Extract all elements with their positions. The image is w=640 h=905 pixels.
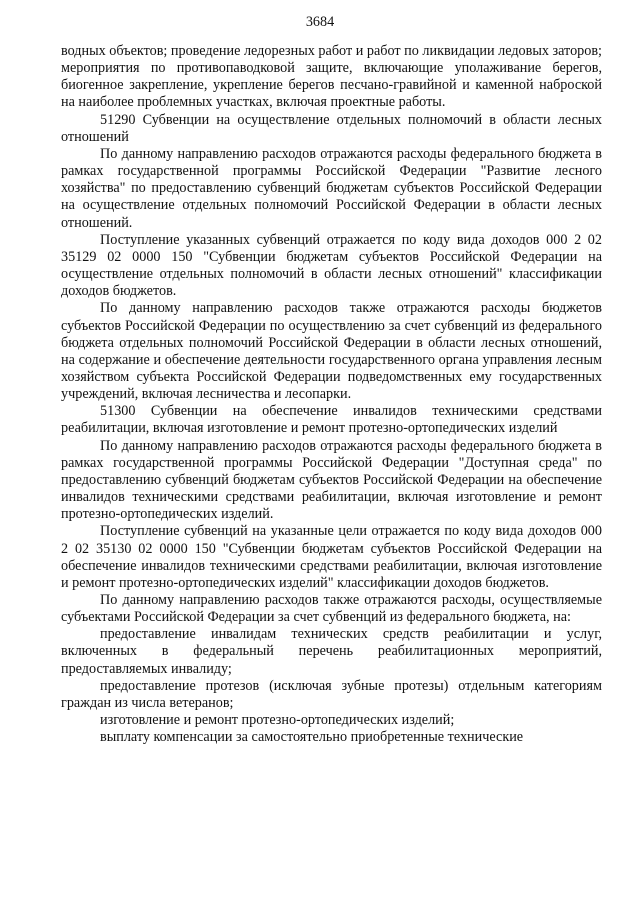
paragraph: Поступление указанных субвенций отражается по коду вида доходов 000 2 02 35129 02 0000 150 "Субвенции бюджетам субъектов Российской Федерации на осуществление отдельных полномочий в области лесных отношений" классификации доходов бюджетов. xyxy=(61,231,602,300)
paragraph: По данному направлению расходов также отражаются расходы, осуществляемые субъектами Российской Федерации за счет субвенций из федерального бюджета, на: xyxy=(61,592,602,626)
page-number: 3684 xyxy=(305,14,335,30)
paragraph-section-heading: 51300 Субвенции на обеспечение инвалидов техническими средствами реабилитации, включая изготовление и ремонт протезно-ортопедических изделий xyxy=(61,403,602,437)
list-item: выплату компенсации за самостоятельно приобретенные технические xyxy=(100,729,524,746)
list-item: предоставление инвалидам технических средств реабилитации и услуг, включенных в федеральный перечень реабилитационных мероприятий, предоставляемых инвалиду; xyxy=(61,626,602,677)
paragraph: По данному направлению расходов также отражаются расходы бюджетов субъектов Российской Федерации по осуществлению за счет субвенций из федерального бюджета отдельных полномочий Российской Федерации в области лесных отношений, на содержание и обеспечение деятельности государственного органа управления лесным хозяйством субъекта Российской Федерации подведомственных ему государственных учреждений, включая лесничества и лесопарки. xyxy=(61,300,602,403)
paragraph: водных объектов; проведение ледорезных работ и работ по ликвидации ледовых заторов; мероприятия по противопаводковой защите, включающие уполаживание берегов, биогенное закрепление, укрепление берегов песчано-гравийной и каменной наброской на наиболее проблемных участках, включая проектные работы. xyxy=(61,43,602,111)
list-item: предоставление протезов (исключая зубные протезы) отдельным категориям граждан из числа ветеранов; xyxy=(61,677,602,711)
paragraph: Поступление субвенций на указанные цели отражается по коду вида доходов 000 2 02 35130 02 0000 150 "Субвенции бюджетам субъектов Российской Федерации на обеспечение инвалидов техническими средствами реабилитации, включая изготовление и ремонт протезно-ортопедических изделий" классификации доходов бюджетов. xyxy=(61,523,602,591)
list-item: изготовление и ремонт протезно-ортопедических изделий; xyxy=(100,712,455,729)
paragraph: По данному направлению расходов отражаются расходы федерального бюджета в рамках государственной программы Российской Федерации "Развитие лесного хозяйства" по предоставлению субвенций бюджетам субъектов Российской Федерации на осуществление отдельных полномочий Российской Федерации в области лесных отношений. xyxy=(61,145,602,231)
paragraph-section-heading: 51290 Субвенции на осуществление отдельных полномочий в области лесных отношений xyxy=(61,111,602,145)
paragraph: По данному направлению расходов отражаются расходы федерального бюджета в рамках государственной программы Российской Федерации "Доступная среда" по предоставлению субвенций бюджетам субъектов Российской Федерации на обеспечение инвалидов техническими средствами реабилитации, включая изготовление и ремонт протезно-ортопедических изделий. xyxy=(61,437,602,523)
document-body xyxy=(61,43,602,746)
